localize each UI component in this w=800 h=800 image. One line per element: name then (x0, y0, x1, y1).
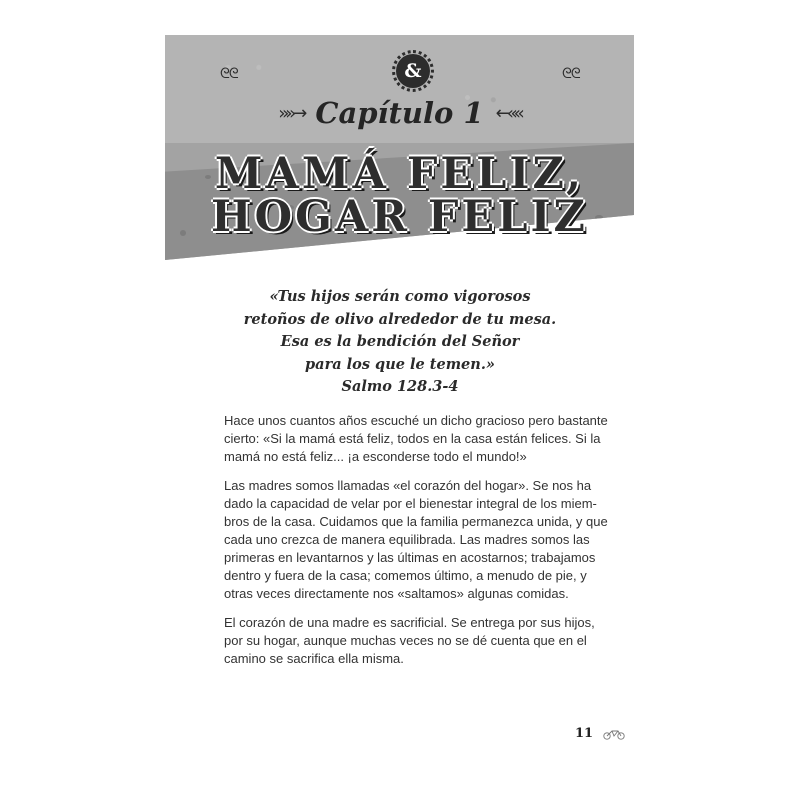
epigraph-citation: Salmo 128.3-4 (341, 378, 459, 396)
text-line: Hace unos cuantos años escuché un dicho gracioso pero bastante (224, 413, 608, 428)
chapter-heading (165, 96, 634, 130)
epigraph-line: retoños de olivo alrededor de tu mesa. (243, 310, 557, 328)
ampersand-emblem-icon (396, 54, 430, 88)
paragraph-1 (224, 412, 608, 466)
text-line: bros de la casa. Cuidamos que la familia permanezca unida, y que (224, 514, 608, 529)
text-line: camino se sacrifica ella misma. (224, 651, 404, 666)
bicycle-doodle-icon (602, 728, 626, 740)
epigraph-line: para los que le temen.» (305, 355, 495, 373)
text-line: Las madres somos llamadas «el corazón del hogar». Se nos ha (224, 478, 592, 493)
paragraph-3 (224, 614, 595, 668)
text-line: otras veces directamente nos «saltamos» algunas comidas. (224, 586, 569, 601)
chapter-title-line-1: MAMÁ FELIZ, (214, 149, 585, 199)
text-line: por su hogar, aunque muchas veces no se dé cuenta que en el (224, 633, 587, 648)
paragraph-2 (224, 477, 608, 603)
page-number: 11 (575, 726, 594, 741)
right-arrows-ornament-icon: ←«« (495, 102, 521, 124)
text-line: dentro y fuera de la casa; comemos último, a menudo de pie, y (224, 568, 587, 583)
text-line: primeras en levantarnos y las últimas en acostarnos; trabajamos (224, 550, 596, 565)
left-swirl-ornament-icon: ᘓᘓ (220, 66, 238, 82)
epigraph-line: «Tus hijos serán como vigorosos (269, 288, 531, 305)
left-arrows-ornament-icon: »»→ (278, 102, 304, 124)
chapter-title-line-2: HOGAR FELIZ (211, 192, 588, 242)
body-text (224, 412, 608, 679)
right-swirl-ornament-icon: ᘓᘓ (562, 66, 580, 82)
text-line: cada uno crezca de manera equilibrada. Las madres somos las (224, 532, 590, 547)
text-line: El corazón de una madre es sacrificial. Se entrega por sus hijos, (224, 615, 595, 630)
epigraph-line: Esa es la bendición del Señor (280, 333, 520, 351)
text-line: dado la capacidad de velar por el bienestar integral de los miem- (224, 496, 597, 511)
chapter-label: Capítulo 1 (315, 96, 484, 130)
emblem-text: & (404, 60, 422, 82)
text-line: mamá no está feliz... ¡a esconderse todo el mundo!» (224, 449, 527, 464)
text-line: cierto: «Si la mamá está feliz, todos en la casa están felices. Si la (224, 431, 601, 446)
epigraph (222, 286, 578, 399)
